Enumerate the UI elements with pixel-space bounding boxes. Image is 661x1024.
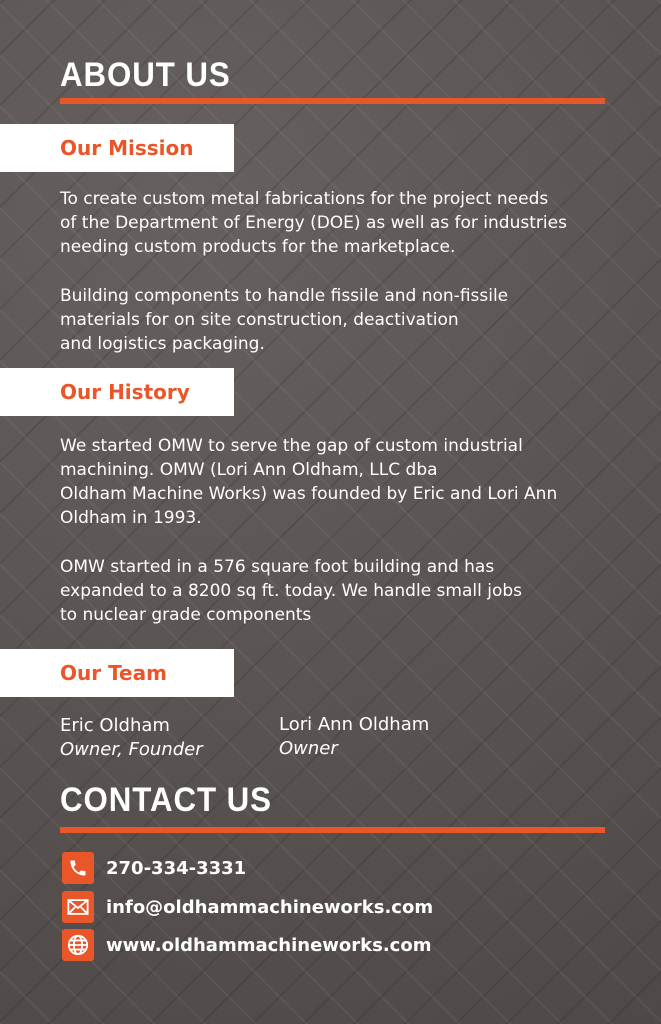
- about-us-heading: ABOUT US: [60, 56, 231, 94]
- our-mission-title: Our Mission: [60, 136, 194, 160]
- team-member-eric: [60, 714, 203, 762]
- our-history-title: Our History: [60, 380, 190, 404]
- contact-website-row[interactable]: [62, 928, 431, 962]
- member-role: Owner: [279, 738, 338, 759]
- member-role: Owner, Founder: [60, 739, 203, 760]
- our-history-tab: [0, 368, 234, 416]
- phone-number[interactable]: 270-334-3331: [106, 857, 247, 879]
- mail-icon: [62, 891, 94, 923]
- globe-icon: [62, 929, 94, 961]
- mission-paragraph-1: To create custom metal fabrications for the project needs of the Department of Energy (DOE) as well as for industries needing custom products for the marketplace.: [60, 189, 567, 257]
- contact-phone-row[interactable]: [62, 851, 246, 885]
- contact-email-row[interactable]: [62, 890, 433, 924]
- our-team-title: Our Team: [60, 661, 167, 685]
- email-address[interactable]: info@oldhammachineworks.com: [106, 896, 434, 918]
- contact-us-heading: CONTACT US: [60, 781, 272, 819]
- our-mission-tab: [0, 124, 234, 172]
- our-team-tab: [0, 649, 234, 697]
- website-url[interactable]: www.oldhammachineworks.com: [106, 934, 432, 956]
- about-us-rule: [60, 98, 605, 104]
- contact-us-rule: [60, 827, 605, 833]
- mission-paragraph-2: Building components to handle fissile and non-fissile materials for on site construction, deactivation and logistics packaging.: [60, 286, 509, 354]
- member-name: Lori Ann Oldham: [279, 714, 430, 735]
- member-name: Eric Oldham: [60, 715, 170, 736]
- history-paragraph-2: OMW started in a 576 square foot building and has expanded to a 8200 sq ft. today. We handle small jobs to nuclear grade components: [60, 557, 523, 625]
- history-paragraph-1: We started OMW to serve the gap of custom industrial machining. OMW (Lori Ann Oldham, LLC dba Oldham Machine Works) was founded by Eric and Lori Ann Oldham in 1993.: [60, 436, 558, 528]
- team-member-lori: [279, 713, 429, 761]
- phone-icon: [62, 852, 94, 884]
